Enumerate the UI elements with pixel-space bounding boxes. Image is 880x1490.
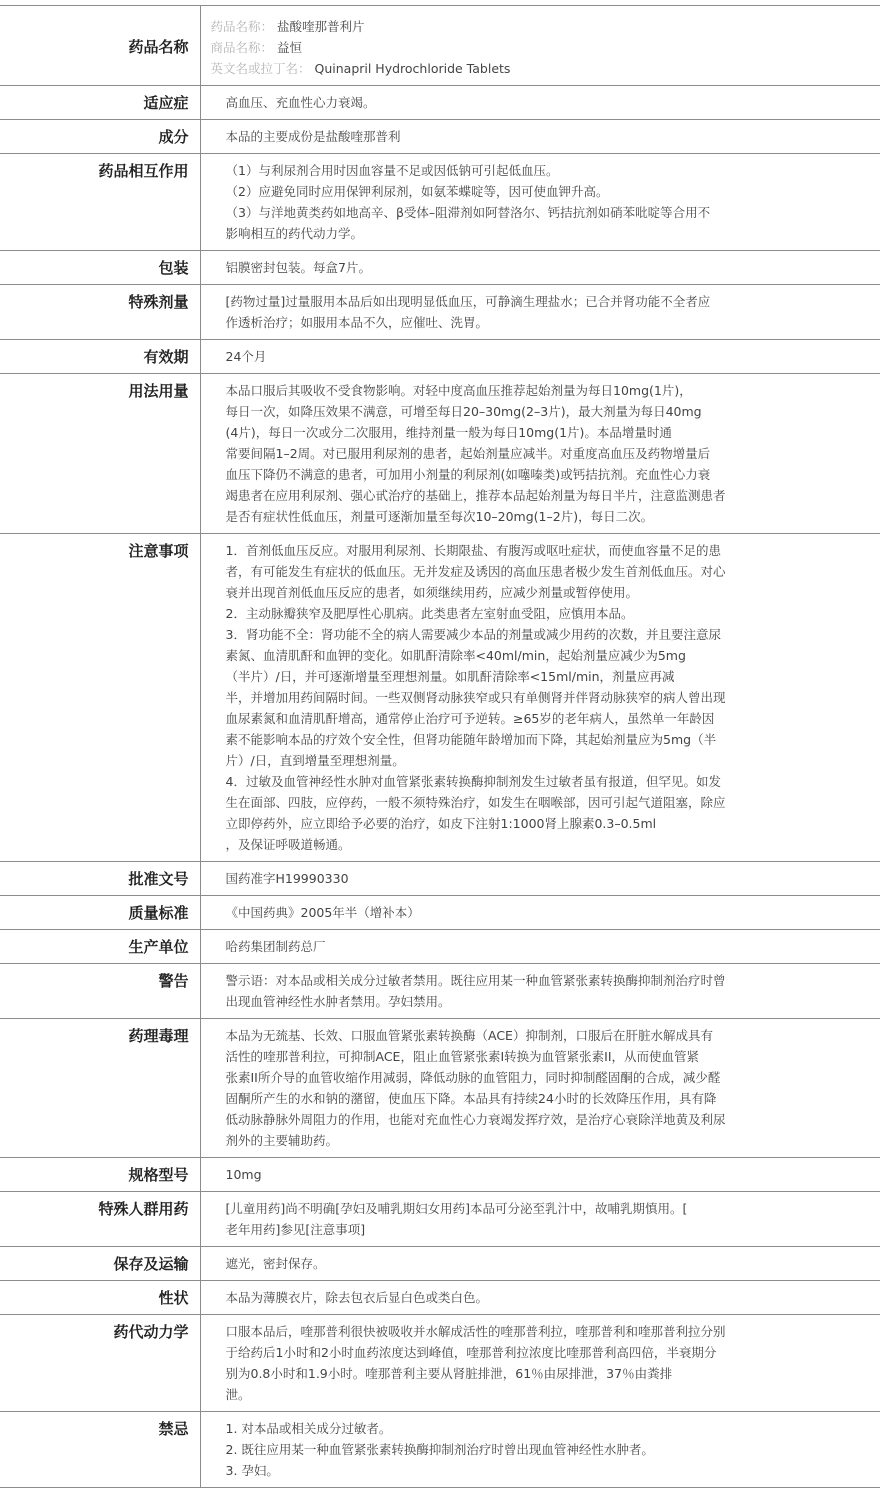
row-contraindications <box>0 1412 880 1488</box>
value-spec: 10mg <box>200 1158 880 1192</box>
row-usage <box>0 374 880 534</box>
english-name-value: Quinapril Hydrochloride Tablets <box>314 61 511 76</box>
text-line: 4．过敏及血管神经性水肿对血管紧张素转换酶抑制剂发生过敏者虽有报道，但罕见。如发 <box>225 774 721 789</box>
text-line: （1）与利尿剂合用时因血容量不足或因低钠可引起低血压。 <box>225 163 559 178</box>
text-line: 1. 对本品或相关成分过敏者。 <box>225 1421 392 1436</box>
trade-name-label: 商品名称： <box>210 40 274 55</box>
label-manufacturer: 生产单位 <box>0 930 200 964</box>
text-line: 警示语：对本品或相关成分过敏者禁用。既往应用某一种血管紧张素转换酶抑制剂治疗时曾 <box>225 973 726 988</box>
row-warning <box>0 964 880 1019</box>
value-pharmacokinetics <box>200 1315 880 1412</box>
row-spec <box>0 1158 880 1192</box>
value-warning <box>200 964 880 1019</box>
text-line: 3．肾功能不全：肾功能不全的病人需要减少本品的剂量或减少用药的次数，并且要注意尿 <box>225 627 721 642</box>
value-pharmacology <box>200 1019 880 1158</box>
label-ingredients: 成分 <box>0 120 200 154</box>
row-package <box>0 251 880 285</box>
value-usage <box>200 374 880 534</box>
label-indications: 适应症 <box>0 86 200 120</box>
text-line: 低动脉静脉外周阻力的作用，也能对充血性心力衰竭发挥疗效，是治疗心衰除洋地黄及利尿 <box>225 1112 726 1127</box>
row-validity <box>0 340 880 374</box>
generic-name-label: 药品名称： <box>210 19 274 34</box>
label-pharmacology: 药理毒理 <box>0 1019 200 1158</box>
row-approval <box>0 862 880 896</box>
text-line: 血尿素氮和血清肌酐增高，通常停止治疗可予逆转。≥65岁的老年病人，虽然单一年龄因 <box>225 711 715 726</box>
text-line: 口服本品后，喹那普利很快被吸收并水解成活性的喹那普利拉，喹那普利和喹那普利拉分别 <box>225 1324 726 1339</box>
text-line: 素氮、血清肌酐和血钾的变化。如肌酐清除率<40ml/min，起始剂量应减少为5mg <box>225 648 686 663</box>
text-line: 生在面部、四肢，应停药，一般不须特殊治疗，如发生在咽喉部，因可引起气道阻塞，除应 <box>225 795 726 810</box>
value-approval: 国药准字H19990330 <box>200 862 880 896</box>
value-ingredients: 本品的主要成份是盐酸喹那普利 <box>200 120 880 154</box>
label-package: 包装 <box>0 251 200 285</box>
value-validity: 24个月 <box>200 340 880 374</box>
row-appearance <box>0 1281 880 1315</box>
text-line: 片）/日，直到增量至理想剂量。 <box>225 753 405 768</box>
text-line: 是否有症状性低血压，剂量可逐渐加量至每次10–20mg(1–2片)，每日二次。 <box>225 509 654 524</box>
text-line: 老年用药]参见[注意事项] <box>225 1222 366 1237</box>
text-line: 于给药后1小时和2小时血药浓度达到峰值，喹那普利拉浓度比喹那普利高四倍，半衰期分 <box>225 1345 717 1360</box>
text-line: 出现血管神经性水肿者禁用。孕妇禁用。 <box>225 994 451 1009</box>
text-line: （2）应避免同时应用保钾利尿剂，如氨苯蝶啶等，因可使血钾升高。 <box>225 184 609 199</box>
label-validity: 有效期 <box>0 340 200 374</box>
generic-name-value: 盐酸喹那普利片 <box>277 19 365 34</box>
text-line: 常要间隔1–2周。对已服用利尿剂的患者，起始剂量应减半。对重度高血压及药物增量后 <box>225 446 711 461</box>
text-line: 素不能影响本品的疗效个安全性，但肾功能随年龄增加而下降，其起始剂量应为5mg（半 <box>225 732 717 747</box>
text-line: 3. 孕妇。 <box>225 1463 279 1478</box>
text-line: 泄。 <box>225 1387 251 1402</box>
label-pharmacokinetics: 药代动力学 <box>0 1315 200 1412</box>
value-drug-name <box>200 6 880 86</box>
value-manufacturer: 哈药集团制药总厂 <box>200 930 880 964</box>
text-line: 立即停药外，应立即给予必要的治疗，如皮下注射1:1000肾上腺素0.3–0.5ml <box>225 816 657 831</box>
text-line: [儿童用药]尚不明确[孕妇及哺乳期妇女用药]本品可分泌至乳汁中，故哺乳期慎用。[ <box>225 1201 688 1216</box>
text-line: （3）与洋地黄类药如地高辛、β受体–阻滞剂如阿替洛尔、钙拮抗剂如硝苯吡啶等合用不 <box>225 205 711 220</box>
row-interactions <box>0 154 880 251</box>
text-line: 血压下降仍不满意的患者，可加用小剂量的利尿剂(如噻嗪类)或钙拮抗剂。充血性心力衰 <box>225 467 711 482</box>
value-special-dose <box>200 285 880 340</box>
english-name-label: 英文名或拉丁名： <box>210 61 311 76</box>
value-appearance: 本品为薄膜衣片，除去包衣后显白色或类白色。 <box>200 1281 880 1315</box>
text-line: [药物过量]过量服用本品后如出现明显低血压，可静滴生理盐水；已合并肾功能不全者应 <box>225 294 711 309</box>
text-line: 1．首剂低血压反应。对服用利尿剂、长期限盐、有腹泻或呕吐症状，而使血容量不足的患 <box>225 543 721 558</box>
value-precautions <box>200 534 880 862</box>
label-appearance: 性状 <box>0 1281 200 1315</box>
label-contraindications: 禁忌 <box>0 1412 200 1488</box>
label-warning: 警告 <box>0 964 200 1019</box>
value-indications: 高血压、充血性心力衰竭。 <box>200 86 880 120</box>
row-pharmacokinetics <box>0 1315 880 1412</box>
text-line: 竭患者在应用利尿剂、强心甙治疗的基础上，推荐本品起始剂量为每日半片，注意监测患者 <box>225 488 726 503</box>
row-standard <box>0 896 880 930</box>
text-line: 2．主动脉瓣狭窄及肥厚性心肌病。此类患者左室射血受阻，应慎用本品。 <box>225 606 634 621</box>
row-storage <box>0 1247 880 1281</box>
text-line: 每日一次，如降压效果不满意，可增至每日20–30mg(2–3片)，最大剂量为每日40mg <box>225 404 702 419</box>
row-manufacturer <box>0 930 880 964</box>
label-approval: 批准文号 <box>0 862 200 896</box>
row-pharmacology <box>0 1019 880 1158</box>
text-line: 固酮所产生的水和钠的潴留，使血压下降。本品具有持续24小时的长效降压作用，具有降 <box>225 1091 717 1106</box>
text-line: 影响相互的药代动力学。 <box>225 226 364 241</box>
text-line: 者，有可能发生有症状的低血压。无并发症及诱因的高血压患者极少发生首剂低血压。对心 <box>225 564 726 579</box>
drug-info-table <box>0 5 880 1488</box>
text-line: 别为0.8小时和1.9小时。喹那普利主要从肾脏排泄，61％由尿排泄，37％由粪排 <box>225 1366 673 1381</box>
value-package: 铝膜密封包装。每盒7片。 <box>200 251 880 285</box>
value-special-population <box>200 1192 880 1247</box>
text-line: 活性的喹那普利拉，可抑制ACE，阻止血管紧张素I转换为血管紧张素II，从而使血管紧 <box>225 1049 700 1064</box>
label-special-dose: 特殊剂量 <box>0 285 200 340</box>
value-storage: 遮光，密封保存。 <box>200 1247 880 1281</box>
text-line: (4片)，每日一次或分二次服用，维持剂量一般为每日10mg(1片)。本品增量时通 <box>225 425 672 440</box>
text-line: 本品为无巯基、长效、口服血管紧张素转换酶（ACE）抑制剂，口服后在肝脏水解成具有 <box>225 1028 713 1043</box>
row-special-population <box>0 1192 880 1247</box>
label-drug-name: 药品名称 <box>0 6 200 86</box>
trade-name-value: 益恒 <box>277 40 303 55</box>
value-standard: 《中国药典》2005年半（增补本） <box>200 896 880 930</box>
label-precautions: 注意事项 <box>0 534 200 862</box>
value-interactions <box>200 154 880 251</box>
label-usage: 用法用量 <box>0 374 200 534</box>
text-line: ，及保证呼吸道畅通。 <box>225 837 351 852</box>
row-precautions <box>0 534 880 862</box>
label-spec: 规格型号 <box>0 1158 200 1192</box>
label-special-population: 特殊人群用药 <box>0 1192 200 1247</box>
row-drug-name <box>0 6 880 86</box>
row-ingredients <box>0 120 880 154</box>
label-interactions: 药品相互作用 <box>0 154 200 251</box>
text-line: 本品口服后其吸收不受食物影响。对轻中度高血压推荐起始剂量为每日10mg(1片)， <box>225 383 692 398</box>
row-indications <box>0 86 880 120</box>
text-line: 衰并出现首剂低血压反应的患者，如须继续用药，应减少剂量或暂停使用。 <box>225 585 639 600</box>
text-line: 半，并增加用药间隔时间。一些双侧肾动脉狭窄或只有单侧肾并伴肾动脉狭窄的病人曾出现 <box>225 690 726 705</box>
label-standard: 质量标准 <box>0 896 200 930</box>
drug-info-sheet <box>0 5 880 1488</box>
text-line: 2. 既往应用某一种血管紧张素转换酶抑制剂治疗时曾出现血管神经性水肿者。 <box>225 1442 654 1457</box>
text-line: 剂外的主要辅助药。 <box>225 1133 339 1148</box>
text-line: （半片）/日，并可逐渐增量至理想剂量。如肌酐清除率<15ml/min，剂量应再减 <box>225 669 675 684</box>
text-line: 作透析治疗；如服用本品不久，应催吐、洗胃。 <box>225 315 489 330</box>
text-line: 张素II所介导的血管收缩作用减弱，降低动脉的血管阻力，同时抑制醛固酮的合成，减少醛 <box>225 1070 721 1085</box>
value-contraindications <box>200 1412 880 1488</box>
label-storage: 保存及运输 <box>0 1247 200 1281</box>
row-special-dose <box>0 285 880 340</box>
